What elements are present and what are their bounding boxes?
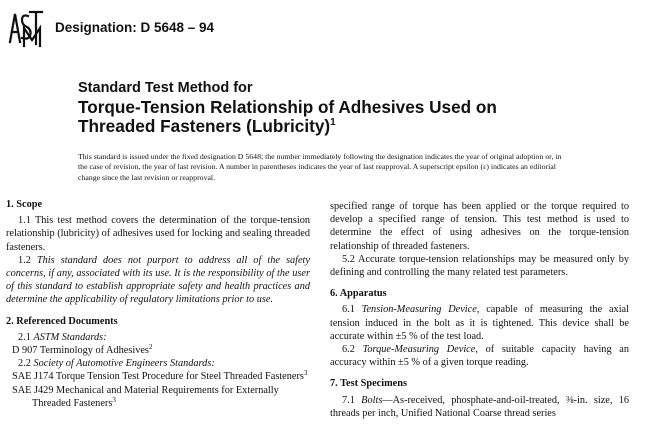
title-footnote-mark: 1 <box>330 117 336 128</box>
paragraph-1-2: 1.2 This standard does not purport to address all of the safety concerns, if any, associated with its use. It is the responsibility of the user of this standard to establish appropriate safety and health practices and determine the applicability of regulatory limitations prior to use. <box>6 254 310 306</box>
right-column <box>330 200 629 420</box>
section-7-heading: 7. Test Specimens <box>330 378 407 390</box>
ref-d907: D 907 Terminology of Adhesives$^2$ <box>12 343 153 357</box>
title-line-1: Standard Test Method for <box>78 80 253 96</box>
paragraph-5-1-continued: specified range of torque has been applied or the torque required to develop a specified range of tension. This test method is used to determine the effect of using adhesives on the torque-tension relationship of threaded fasteners. <box>330 201 629 252</box>
section-1-heading: 1. Scope <box>6 199 43 210</box>
designation: Designation: D 5648 – 94 <box>55 20 215 35</box>
paragraph-6-1: 6.1 Tension-Measuring Device, capable of measuring the axial tension induced in the bolt as it is tightened. This device shall be accurate within ±5 % of the test load. <box>330 304 629 342</box>
ref-sae-j429: SAE J429 Mechanical and Material Requirements for Externally Threaded Fasteners$^3$ <box>12 384 279 409</box>
left-column <box>6 198 310 410</box>
section-6-heading: 6. Apparatus <box>330 288 387 300</box>
astm-logo <box>8 6 46 50</box>
paragraph-2-2: 2.2 Society of Automotive Engineers Standards: <box>18 358 215 370</box>
paragraph-5-2: 5.2 Accurate torque-tension relationships may be measured only by defining and controlling the many related test parameters. <box>330 253 629 279</box>
paragraph-7-1: 7.1 Bolts—As-received, phosphate-and-oil-treated, ⅜-in. size, 16 threads per inch, Unified National Coarse thread series <box>330 394 629 419</box>
section-2-heading: 2. Referenced Documents <box>6 315 118 327</box>
paragraph-1-1: 1.1 This test method covers the determination of the torque-tension relationship (lubricity) of adhesives used for locking and sealing threaded fasteners. <box>6 215 310 253</box>
paragraph-2-1: 2.1 ASTM Standards: <box>18 331 107 343</box>
paragraph-6-2: 6.2 Torque-Measuring Device, of suitable capacity having an accuracy within ±5 % of a given torque reading. <box>330 344 630 369</box>
title-line-3: Threaded Fasteners (Lubricity)$^1$ <box>78 116 336 136</box>
ref-sae-j174: SAE J174 Torque Tension Test Procedure for Steel Threaded Fasteners$^3$ <box>12 369 308 383</box>
title-line-2: Torque-Tension Relationship of Adhesives Used on <box>78 97 497 117</box>
issuance-notice: This standard is issued under the fixed designation D 5648; the number immediately following the designation indicates the year of original adoption or, in the case of revision, the year of last revision. A number in parentheses indicates the year of last reapproval. A superscript epsilon (ε) indicates an editorial change since the last revision or reapproval. <box>78 152 562 182</box>
